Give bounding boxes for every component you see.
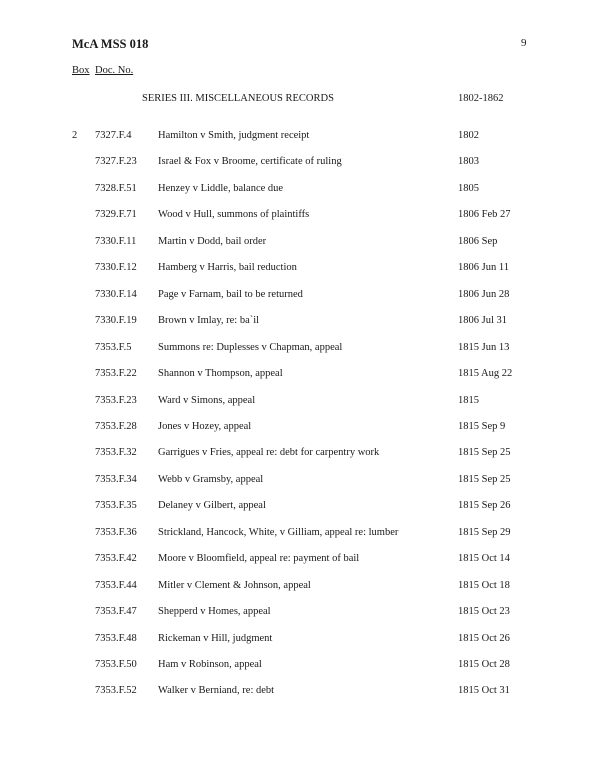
record-row xyxy=(0,237,600,251)
record-date: 1815 Oct 14 xyxy=(458,553,510,565)
record-row xyxy=(0,634,600,648)
record-date: 1815 Oct 31 xyxy=(458,685,510,697)
record-row xyxy=(0,210,600,224)
record-date: 1806 Jun 28 xyxy=(458,288,510,300)
record-date: 1815 Jun 13 xyxy=(458,341,510,353)
record-date: 1815 Sep 25 xyxy=(458,447,511,459)
record-description: Hamberg v Harris, bail reduction xyxy=(158,262,297,274)
record-description: Walker v Berniand, re: debt xyxy=(158,685,275,697)
record-date: 1806 Jul 31 xyxy=(458,315,508,327)
record-doc-no: 7328.F.51 xyxy=(95,182,137,194)
record-row xyxy=(0,422,600,436)
record-row xyxy=(0,528,600,542)
record-description: Garrigues v Fries, appeal re: debt for carpentry work xyxy=(158,447,380,459)
record-box: 2 xyxy=(72,130,78,141)
record-date: 1815 Oct 18 xyxy=(458,579,510,591)
record-date: 1815 Oct 23 xyxy=(458,606,510,618)
record-date: 1815 Sep 26 xyxy=(458,500,511,512)
record-date: 1815 xyxy=(458,394,479,406)
record-description: Page v Farnam, bail to be returned xyxy=(158,288,303,300)
record-doc-no: 7353.F.28 xyxy=(95,420,137,432)
record-description: Summons re: Duplesses v Chapman, appeal xyxy=(158,341,343,353)
record-row xyxy=(0,316,600,330)
page-number: 9 xyxy=(521,37,527,49)
record-date: 1803 xyxy=(458,156,479,168)
record-row xyxy=(0,554,600,568)
record-description: Henzey v Liddle, balance due xyxy=(158,182,284,194)
record-date: 1806 Jun 11 xyxy=(458,262,509,274)
record-description: Wood v Hull, summons of plaintiffs xyxy=(158,209,310,221)
record-row xyxy=(0,290,600,304)
record-description: Brown v Imlay, re: ba`il xyxy=(158,315,260,327)
record-doc-no: 7353.F.47 xyxy=(95,606,137,618)
record-row xyxy=(0,501,600,515)
record-row xyxy=(0,607,600,621)
record-doc-no: 7353.F.32 xyxy=(95,447,137,459)
record-description: Delaney v Gilbert, appeal xyxy=(158,500,266,512)
record-date: 1815 Sep 29 xyxy=(458,526,511,538)
column-header-doc-no: Doc. No. xyxy=(95,65,134,76)
record-doc-no: 7353.F.42 xyxy=(95,553,137,565)
record-row xyxy=(0,448,600,462)
record-doc-no: 7353.F.23 xyxy=(95,394,137,406)
record-row xyxy=(0,343,600,357)
record-doc-no: 7353.F.5 xyxy=(95,341,132,353)
record-date: 1815 Sep 9 xyxy=(458,420,506,432)
record-row xyxy=(0,396,600,410)
record-description: Martin v Dodd, bail order xyxy=(158,235,267,247)
record-description: Shepperd v Homes, appeal xyxy=(158,606,271,618)
record-date: 1815 Aug 22 xyxy=(458,368,513,380)
record-doc-no: 7330.F.14 xyxy=(95,288,137,300)
record-doc-no: 7353.F.50 xyxy=(95,659,137,670)
record-description: Moore v Bloomfield, appeal re: payment of bail xyxy=(158,553,360,565)
record-date: 1815 Oct 26 xyxy=(458,632,510,644)
column-header-box: Box xyxy=(72,65,90,76)
series-dates: 1802-1862 xyxy=(458,93,504,104)
record-description: Rickeman v Hill, judgment xyxy=(158,632,273,644)
record-doc-no: 7330.F.19 xyxy=(95,315,137,327)
record-doc-no: 7330.F.12 xyxy=(95,262,137,274)
record-date: 1815 Sep 25 xyxy=(458,473,511,485)
record-description: Mitler v Clement & Johnson, appeal xyxy=(158,579,311,591)
record-description: Webb v Gramsby, appeal xyxy=(158,473,264,485)
record-row xyxy=(0,184,600,198)
record-doc-no: 7353.F.36 xyxy=(95,526,137,538)
record-row xyxy=(0,660,600,674)
record-date: 1802 xyxy=(458,130,479,141)
record-doc-no: 7330.F.11 xyxy=(95,235,137,247)
record-description: Ham v Robinson, appeal xyxy=(158,659,262,670)
record-row xyxy=(0,581,600,595)
record-row xyxy=(0,686,600,700)
record-row xyxy=(0,263,600,277)
record-date: 1805 xyxy=(458,182,479,194)
record-description: Jones v Hozey, appeal xyxy=(158,420,252,432)
record-description: Hamilton v Smith, judgment receipt xyxy=(158,130,310,141)
record-doc-no: 7353.F.34 xyxy=(95,473,137,485)
record-doc-no: 7327.F.23 xyxy=(95,156,137,168)
record-doc-no: 7353.F.44 xyxy=(95,579,137,591)
record-doc-no: 7353.F.35 xyxy=(95,500,137,512)
record-doc-no: 7353.F.52 xyxy=(95,685,137,697)
record-row xyxy=(0,475,600,489)
record-date: 1806 Feb 27 xyxy=(458,209,511,221)
record-doc-no: 7353.F.48 xyxy=(95,632,137,644)
record-date: 1815 Oct 28 xyxy=(458,659,510,670)
record-row xyxy=(0,369,600,383)
record-row xyxy=(0,157,600,171)
series-title: SERIES III. MISCELLANEOUS RECORDS xyxy=(142,93,334,104)
collection-title: McA MSS 018 xyxy=(72,37,149,51)
record-description: Israel & Fox v Broome, certificate of ruling xyxy=(158,156,342,168)
record-doc-no: 7327.F.4 xyxy=(95,130,132,141)
record-description: Shannon v Thompson, appeal xyxy=(158,368,283,380)
record-doc-no: 7329.F.71 xyxy=(95,209,137,221)
record-description: Ward v Simons, appeal xyxy=(158,394,256,406)
record-row xyxy=(0,131,600,145)
record-date: 1806 Sep xyxy=(458,235,498,247)
record-doc-no: 7353.F.22 xyxy=(95,368,137,380)
record-description: Strickland, Hancock, White, v Gilliam, appeal re: lumber xyxy=(158,526,399,538)
